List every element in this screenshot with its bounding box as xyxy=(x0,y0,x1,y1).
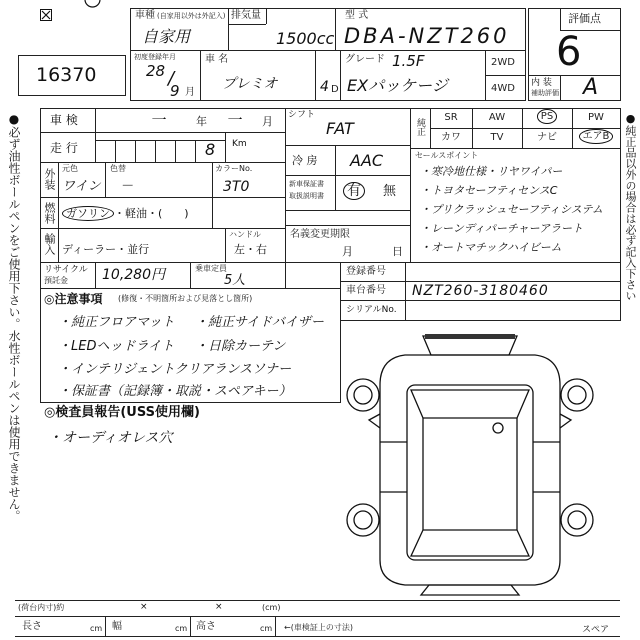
grade-label: グレード xyxy=(345,54,385,65)
rear-window xyxy=(411,530,529,556)
handle-label: ハンドル xyxy=(229,230,261,239)
lot-number: 16370 xyxy=(36,64,97,86)
cargo-size-title: (荷台内寸)約 xyxy=(18,603,65,612)
drive-4wd: 4WD xyxy=(491,83,515,94)
note-item: ・保証書（記録簿・取説・スペアキー） xyxy=(58,384,292,399)
chassis-number-label: 車台番号 xyxy=(346,285,386,296)
vehicle-type-label: 車種 xyxy=(135,10,155,21)
color-change-value: － xyxy=(120,179,134,194)
mirror-right xyxy=(560,414,571,428)
inspection-label: 車 検 xyxy=(50,113,78,127)
cargo-times-2: × xyxy=(215,602,223,612)
inspection-month: 一 xyxy=(226,111,242,129)
vehicle-condition-diagram xyxy=(345,330,605,598)
equipment-header: 純正 xyxy=(415,118,425,136)
front-wheel-right-hub xyxy=(568,386,586,404)
sales-point-item: ・寒冷地仕様・リヤワイパー xyxy=(420,165,563,178)
note-item: ・純正サイドバイザー xyxy=(195,315,324,330)
inspection-year-unit: 年 xyxy=(196,115,207,128)
inspection-month-unit: 月 xyxy=(262,115,273,128)
car-name-value: プレミオ xyxy=(222,76,278,92)
capacity-label: 乗車定員 xyxy=(195,264,227,273)
height-unit: cm xyxy=(260,624,273,633)
recycle-label: リサイクル xyxy=(44,265,88,275)
note-item: ・日除カーテン xyxy=(195,339,286,354)
vehicle-type-note: (自家用以外は外記入) xyxy=(157,12,226,20)
manual-label: 取扱説明書 xyxy=(289,192,324,200)
model-code-value: DBA-NZT260 xyxy=(344,24,510,48)
cargo-unit: (cm) xyxy=(262,603,281,612)
sales-point-item: ・トヨタセーフティセンスC xyxy=(420,184,558,197)
front-wheel-left xyxy=(347,379,379,411)
sales-points-label: セールスポイント xyxy=(415,151,479,160)
color-number-label: カラーNo. xyxy=(215,164,253,173)
grade-line-2: EXパッケージ xyxy=(347,76,448,95)
color-change-label: 色替 xyxy=(110,164,126,173)
chassis-number-value: NZT260-3180460 xyxy=(412,283,549,299)
genuine-parts-notice: ●純正品以外の場合は必ず記入下さい xyxy=(624,112,637,301)
door-count: 4 xyxy=(320,79,329,95)
mileage-label: 走 行 xyxy=(50,141,78,155)
equipment-navigation: ナビ xyxy=(537,132,557,143)
car-name-label: 車 名 xyxy=(205,54,229,65)
length-unit: cm xyxy=(90,624,103,633)
rear-wheel-right xyxy=(561,504,593,536)
damage-mark xyxy=(493,423,503,433)
displacement-value: 1500cc xyxy=(276,29,335,48)
first-registration-label: 初度登録年月 xyxy=(134,53,176,61)
inspector-report-note: ・オーディオレス穴 xyxy=(48,430,173,446)
mileage-value: 8 xyxy=(205,140,216,159)
name-change-month-unit: 月 xyxy=(342,245,353,258)
warranty-label: 新車保証書 xyxy=(289,180,324,188)
import-options: ディーラー・並行 xyxy=(62,243,150,256)
height-label: 高さ xyxy=(196,621,216,632)
door-unit: D xyxy=(331,84,339,95)
first-registration-separator: / xyxy=(168,68,175,89)
shift-value: FAT xyxy=(326,119,354,138)
front-bumper-edge xyxy=(425,334,515,339)
rear-wheel-right-hub xyxy=(568,511,586,529)
import-label: 輸入 xyxy=(43,233,56,255)
inspection-year: 一 xyxy=(150,111,166,129)
front-wheel-left-hub xyxy=(354,386,372,404)
equipment-leather: カワ xyxy=(441,132,461,143)
windshield xyxy=(411,390,529,418)
equipment-sunroof: SR xyxy=(444,112,458,123)
capacity-value: 5人 xyxy=(224,273,246,288)
interior-score-value: A xyxy=(583,75,599,100)
model-code-label: 型 式 xyxy=(345,10,369,21)
grade-line-1: 1.5F xyxy=(392,52,425,70)
handle-options: 左・右 xyxy=(234,243,267,256)
notes-title: ◎注意事項 xyxy=(44,292,103,306)
equipment-power-steering-selected: PS xyxy=(537,109,557,124)
shift-label: シフト xyxy=(288,110,316,120)
mirror-left xyxy=(369,414,380,428)
air-conditioner-value: AAC xyxy=(350,151,384,170)
color-number-value: 3T0 xyxy=(223,179,250,195)
fuel-gasoline-selected: ガソリン xyxy=(62,206,114,221)
name-change-deadline-label: 名義変更期限 xyxy=(290,229,350,240)
equipment-tv: TV xyxy=(490,132,504,143)
circle-mark-icon xyxy=(84,0,101,8)
displacement-label: 排気量 xyxy=(231,10,261,21)
length-label: 長さ xyxy=(22,621,42,632)
note-item: ・LEDヘッドライト xyxy=(58,339,175,354)
score-value: 6 xyxy=(556,29,582,75)
warranty-yes-selected: 有 xyxy=(343,182,365,200)
cargo-times-1: × xyxy=(140,602,148,612)
exterior-color-label: 外装 xyxy=(43,168,56,190)
interior-label: 内 装 xyxy=(531,78,552,88)
score-label: 評価点 xyxy=(568,12,601,25)
first-registration-month: 9 xyxy=(170,82,180,100)
recycle-amount: 10,280円 xyxy=(102,267,165,283)
fuel-label: 燃料 xyxy=(43,202,56,224)
sales-point-item: ・レーンディパーチャーアラート xyxy=(420,222,584,235)
sales-point-item: ・プリクラッシュセーフティシステム xyxy=(420,203,603,216)
spare-tire-label: スペア xyxy=(582,625,610,635)
rear-wheel-left xyxy=(347,504,379,536)
sales-point-item: ・オートマチックハイビーム xyxy=(420,241,562,254)
serial-number-label: シリアルNo. xyxy=(346,305,397,315)
front-wheel-right xyxy=(561,379,593,411)
width-label: 幅 xyxy=(112,621,122,632)
original-color-label: 元色 xyxy=(62,164,78,173)
vehicle-type-value: 自家用 xyxy=(142,27,191,46)
mileage-unit: Km xyxy=(232,139,247,149)
checkbox-icon xyxy=(40,9,52,21)
fuel-other-options: ・軽油・( ) xyxy=(114,207,189,220)
air-conditioner-label: 冷 房 xyxy=(292,154,318,167)
name-change-day-unit: 日 xyxy=(392,245,403,258)
first-registration-year: 28 xyxy=(146,62,166,80)
recycle-deposit-label: 預託金 xyxy=(44,276,68,285)
pen-notice: ●必ず油性ボールペンをご使用下さい。水性ボールペンは使用できません。 xyxy=(7,112,21,522)
registration-size-note: ←(車検証上の寸法) xyxy=(284,623,353,632)
cabin-outline xyxy=(407,385,533,560)
note-item: ・インテリジェントクリアランスソナー xyxy=(58,362,292,377)
inspector-report-title: ◎検査員報告(USS使用欄) xyxy=(44,405,200,420)
warranty-no: 無 xyxy=(383,184,397,199)
note-item: ・純正フロアマット xyxy=(58,315,175,330)
width-unit: cm xyxy=(175,624,188,633)
registration-number-label: 登録番号 xyxy=(346,266,386,277)
equipment-alloy-wheels: AW xyxy=(488,112,506,123)
rear-bumper xyxy=(421,585,519,595)
equipment-power-windows: PW xyxy=(588,112,604,123)
rear-wheel-left-hub xyxy=(354,511,372,529)
interior-sub-label: 補助評価 xyxy=(531,89,559,97)
notes-subtitle: (修復・不明箇所および見落とし箇所) xyxy=(118,294,253,303)
original-color-value: ワイン xyxy=(62,179,101,194)
first-registration-month-unit: 月 xyxy=(185,87,195,98)
drive-2wd: 2WD xyxy=(491,57,515,68)
equipment-airbag-selected: エアB xyxy=(579,129,614,144)
